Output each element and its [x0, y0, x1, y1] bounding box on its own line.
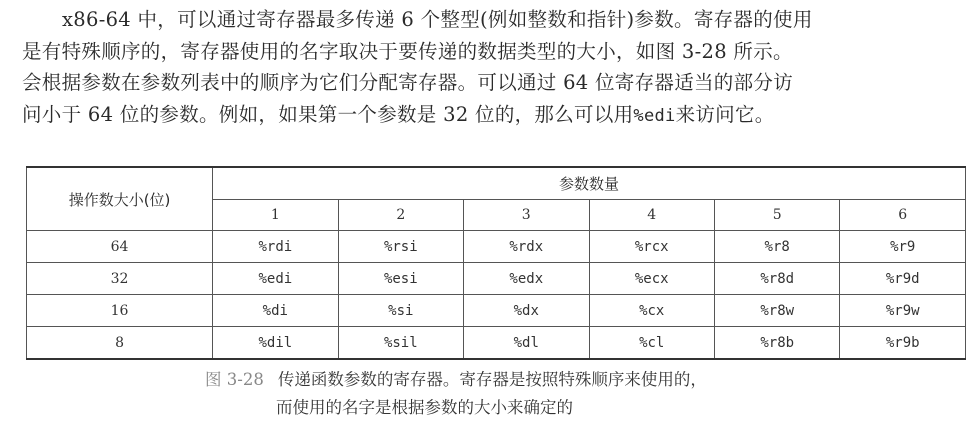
register-cell: %rcx: [589, 231, 714, 263]
register-cell: %edx: [464, 263, 589, 295]
register-cell: %dil: [213, 327, 338, 360]
operand-size-cell: 8: [27, 327, 213, 360]
paragraph-line-3: 会根据参数在参数列表中的顺序为它们分配寄存器。可以通过 64 位寄存器适当的部分访: [22, 71, 794, 94]
paragraph-line-4-text-b: 来访问它。: [675, 102, 775, 126]
figure-number: 图 3-28: [205, 370, 264, 389]
operand-size-cell: 64: [27, 231, 213, 263]
paragraph-line-4-text-a: 问小于 64 位的参数。例如，如果第一个参数是 32 位的，那么可以用: [22, 102, 634, 126]
table-row: [27, 231, 966, 263]
register-cell: %ecx: [589, 263, 714, 295]
register-cell: %rsi: [338, 231, 463, 263]
paragraph-line-1: x86-64 中，可以通过寄存器最多传递 6 个整型(例如整数和指针)参数。寄存器的使用: [62, 8, 813, 31]
arg-index-header: 4: [589, 199, 714, 231]
register-cell: %r8d: [714, 263, 839, 295]
operand-size-cell: 16: [27, 295, 213, 327]
paragraph-line-4: [22, 99, 962, 133]
register-cell: %r8: [714, 231, 839, 263]
table-row: [27, 263, 966, 295]
table-row: [27, 327, 966, 360]
register-cell: %r9d: [840, 263, 966, 295]
table-row: [27, 295, 966, 327]
caption-line-1: [0, 366, 979, 394]
register-cell: %cl: [589, 327, 714, 360]
register-cell: %r8w: [714, 295, 839, 327]
register-cell: %sil: [338, 327, 463, 360]
register-table: [26, 166, 966, 360]
register-cell: %si: [338, 295, 463, 327]
figure-caption: [0, 366, 979, 422]
register-cell: %rdx: [464, 231, 589, 263]
register-cell: %r9w: [840, 295, 966, 327]
caption-line-2: 而使用的名字是根据参数的大小来确定的: [276, 398, 573, 417]
operand-size-header: 操作数大小(位): [27, 167, 213, 231]
register-cell: %cx: [589, 295, 714, 327]
arg-index-header: 5: [714, 199, 839, 231]
register-cell: %r8b: [714, 327, 839, 360]
register-cell: %dl: [464, 327, 589, 360]
arg-index-header: 6: [840, 199, 966, 231]
arg-index-header: 3: [464, 199, 589, 231]
body-paragraph: [22, 4, 962, 132]
paragraph-line-2: 是有特殊顺序的，寄存器使用的名字取决于要传递的数据类型的大小，如图 3-28 所示。: [22, 39, 793, 63]
register-cell: %rdi: [213, 231, 338, 263]
register-cell: %dx: [464, 295, 589, 327]
register-cell: %r9b: [840, 327, 966, 360]
operand-size-cell: 32: [27, 263, 213, 295]
arg-index-header: 2: [338, 199, 463, 231]
inline-code-edi: %edi: [633, 105, 676, 126]
arg-index-header: 1: [213, 199, 338, 231]
register-cell: %esi: [338, 263, 463, 295]
register-cell: %edi: [213, 263, 338, 295]
register-cell: %r9: [840, 231, 966, 263]
arg-count-header: 参数数量: [213, 167, 966, 199]
register-cell: %di: [213, 295, 338, 327]
caption-text-1: 传递函数参数的寄存器。寄存器是按照特殊顺序来使用的，: [277, 370, 707, 389]
